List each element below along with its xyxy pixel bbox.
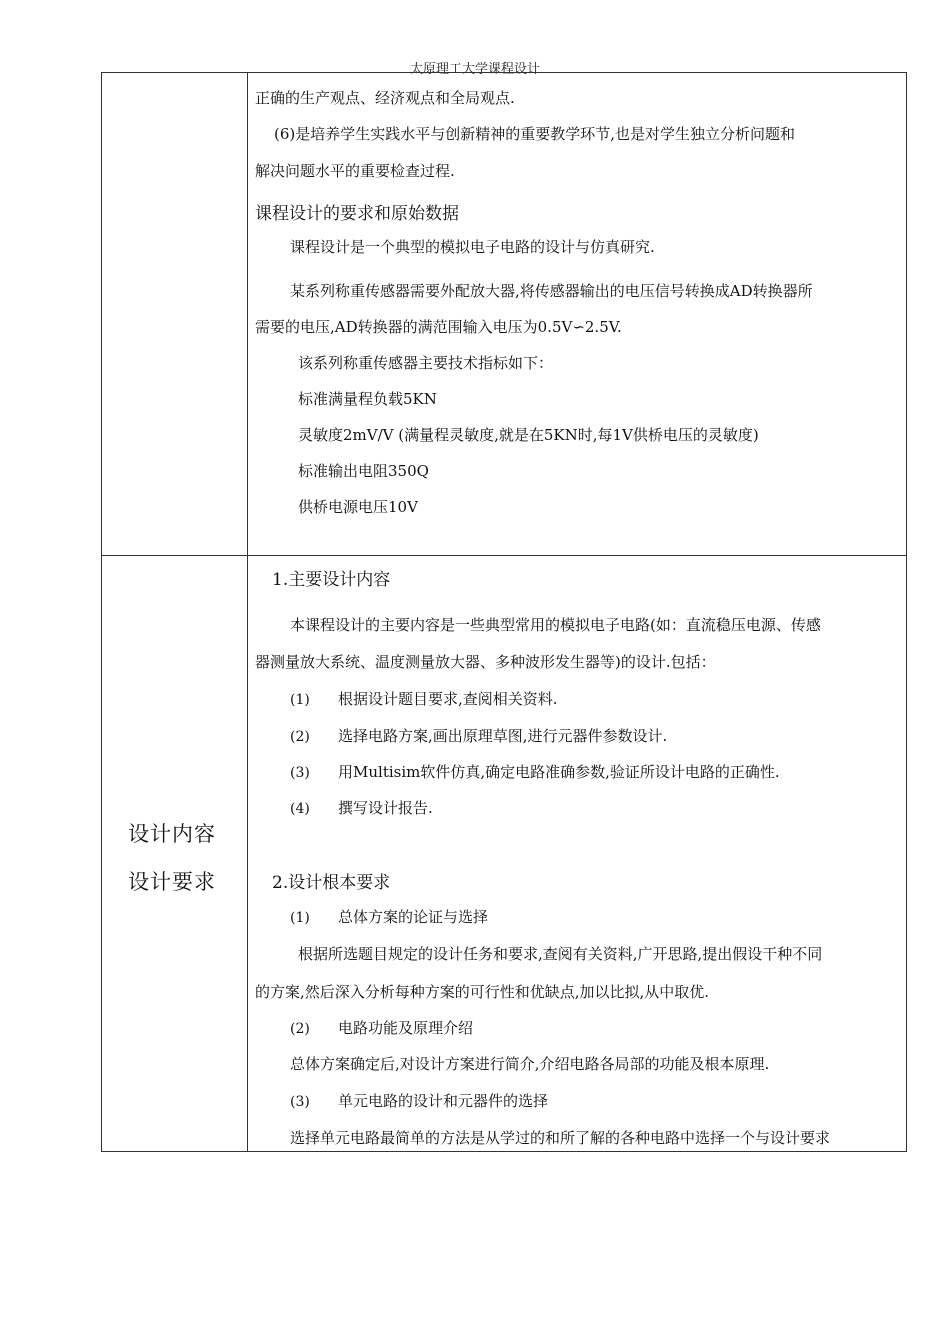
list-number: (4) <box>290 801 310 817</box>
list-text: 选择电路方案,画出原理草图,进行元器件参数设计. <box>338 727 668 745</box>
text-line: 正确的生产观点、经济观点和全局观点. <box>255 89 515 107</box>
text-line: 标准输出电阻350Q <box>298 462 429 480</box>
list-text: 单元电路的设计和元器件的选择 <box>338 1092 549 1110</box>
section-heading: 课程设计的要求和原始数据 <box>255 204 459 224</box>
section-heading: 2.设计根本要求 <box>272 873 391 893</box>
text-line: 需要的电压,AD转换器的满范围输入电压为0.5V∽2.5V. <box>255 318 622 336</box>
page-header: 太原理工大学课程设计 <box>409 62 540 77</box>
list-text: 总体方案的论证与选择 <box>338 908 489 926</box>
list-item <box>290 762 780 783</box>
text-line: 器测量放大系统、温度测量放大器、多种波形发生器等)的设计.包括： <box>255 653 716 671</box>
text-line: 根据所选题目规定的设计任务和要求,查阅有关资料,广开思路,提出假设干种不同 <box>298 945 823 963</box>
list-number: (1) <box>290 692 310 708</box>
text-line: 某系列称重传感器需要外配放大器,将传感器输出的电压信号转换成AD转换器所 <box>290 282 813 300</box>
list-item <box>290 907 488 928</box>
list-item <box>290 1091 548 1112</box>
text-line: 灵敏度2mV/V (满量程灵敏度,就是在5KN时,每1V供桥电压的灵敏度) <box>298 426 759 444</box>
row-label-design-requirements: 设计要求 <box>128 870 216 894</box>
list-number: (1) <box>290 910 310 926</box>
text-line: 供桥电源电压10V <box>298 498 418 516</box>
text-line: 选择单元电路最简单的方法是从学过的和所了解的各种电路中选择一个与设计要求 <box>290 1129 831 1147</box>
list-text: 电路功能及原理介绍 <box>338 1019 474 1037</box>
list-item <box>290 798 433 819</box>
list-number: (2) <box>290 1021 310 1037</box>
list-number: (2) <box>290 729 310 745</box>
row-label-design-content: 设计内容 <box>128 822 216 846</box>
list-item <box>290 689 558 710</box>
list-text: 根据设计题目要求,查阅相关资料. <box>338 690 558 708</box>
text-line: 本课程设计的主要内容是一些典型常用的模拟电子电路(如：直流稳压电源、传感 <box>290 616 821 634</box>
list-text: 撰写设计报告. <box>338 799 433 817</box>
list-item <box>290 1018 473 1039</box>
list-text: 用Multisim软件仿真,确定电路准确参数,验证所设计电路的正确性. <box>338 763 780 781</box>
text-line: 总体方案确定后,对设计方案进行简介,介绍电路各局部的功能及根本原理. <box>290 1055 770 1073</box>
text-line: 课程设计是一个典型的模拟电子电路的设计与仿真研究. <box>290 238 655 256</box>
text-line: (6)是培养学生实践水平与创新精神的重要教学环节,也是对学生独立分析问题和 <box>274 125 796 143</box>
text-line: 解决问题水平的重要检查过程. <box>255 162 455 180</box>
list-item <box>290 726 667 747</box>
text-line: 的方案,然后深入分析每种方案的可行性和优缺点,加以比拟,从中取优. <box>255 983 710 1001</box>
section-heading: 1.主要设计内容 <box>272 570 391 590</box>
text-line: 该系列称重传感器主要技术指标如下： <box>298 354 554 372</box>
list-number: (3) <box>290 1094 310 1110</box>
list-number: (3) <box>290 765 310 781</box>
text-line: 标准满量程负载5KN <box>298 390 437 408</box>
